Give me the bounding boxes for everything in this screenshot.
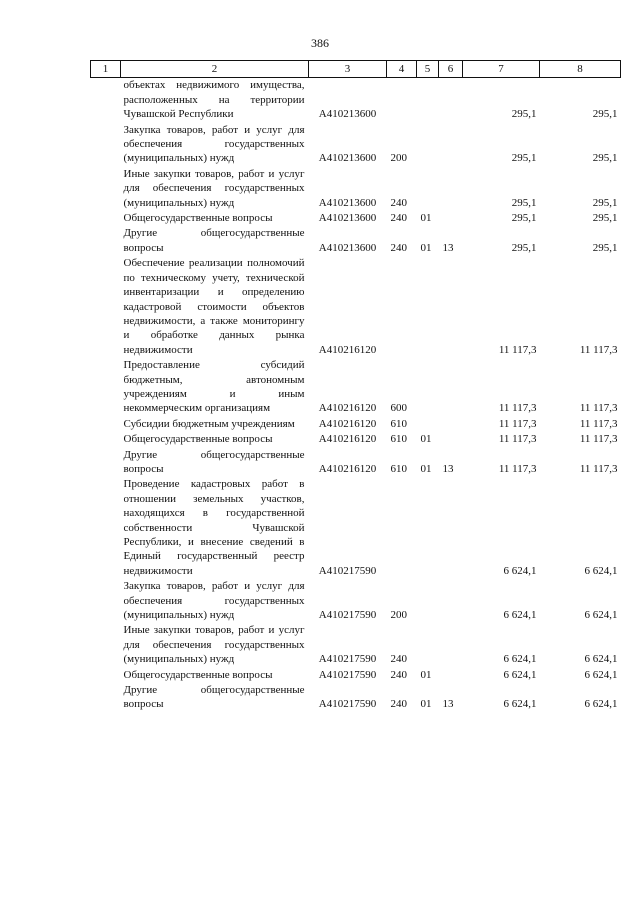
table-row	[91, 78, 621, 123]
target-article-code: А410213600	[318, 212, 377, 225]
target-article-code: А410216120	[318, 343, 377, 356]
expense-type: 600	[390, 402, 407, 415]
section: 01	[420, 668, 432, 681]
table-row	[91, 123, 621, 167]
target-article-code: А410213600	[318, 152, 377, 165]
expense-type: 240	[390, 212, 407, 225]
target-article-code: А410217590	[318, 653, 377, 666]
page-number: 386	[311, 36, 329, 50]
subsection	[439, 477, 463, 579]
row-name: Другие общегосударственные вопросы	[123, 684, 305, 711]
row-name: объектах недвижимого имущества, расположенных на территории Чувашской Республики	[123, 79, 305, 121]
amount-year-1: 11 117,3	[498, 417, 537, 430]
row-number-cell	[91, 448, 121, 478]
expense-type: 240	[390, 196, 407, 209]
amount-year-1: 11 117,3	[498, 433, 537, 446]
section	[417, 123, 439, 167]
row-name: Иные закупки товаров, работ и услуг для обеспечения государственных (муниципальных) нужд	[123, 167, 305, 209]
expense-type	[387, 256, 417, 358]
row-number-cell	[91, 579, 121, 623]
target-article-code: А410213600	[318, 241, 377, 254]
target-article-code: А410217590	[318, 609, 377, 622]
table-row	[91, 417, 621, 432]
row-number-cell	[91, 683, 121, 713]
subsection	[439, 123, 463, 167]
column-header: 3	[309, 61, 387, 78]
amount-year-1: 295,1	[511, 108, 537, 121]
amount-year-2: 11 117,3	[579, 462, 618, 475]
row-number-cell	[91, 167, 121, 211]
expense-type: 240	[390, 698, 407, 711]
amount-year-2: 295,1	[592, 196, 618, 209]
amount-year-1: 6 624,1	[503, 653, 537, 666]
expense-type: 610	[390, 417, 407, 430]
section: 01	[420, 212, 432, 225]
expense-type: 240	[390, 653, 407, 666]
table-row	[91, 579, 621, 623]
row-number-cell	[91, 78, 121, 123]
row-name: Иные закупки товаров, работ и услуг для обеспечения государственных (муниципальных) нужд	[123, 624, 305, 666]
amount-year-2: 295,1	[592, 212, 618, 225]
row-number-cell	[91, 623, 121, 667]
subsection	[439, 432, 463, 447]
target-article-code: А410217590	[318, 668, 377, 681]
amount-year-2: 11 117,3	[579, 343, 618, 356]
amount-year-1: 11 117,3	[498, 343, 537, 356]
table-row	[91, 226, 621, 256]
amount-year-1: 295,1	[511, 196, 537, 209]
column-header: 5	[417, 61, 439, 78]
table-row	[91, 448, 621, 478]
amount-year-2: 295,1	[592, 241, 618, 254]
row-number-cell	[91, 256, 121, 358]
subsection	[439, 167, 463, 211]
row-name: Общегосударственные вопросы	[123, 668, 273, 681]
section	[417, 256, 439, 358]
subsection: 13	[442, 241, 454, 254]
amount-year-1: 11 117,3	[498, 402, 537, 415]
budget-table	[90, 60, 621, 713]
amount-year-1: 11 117,3	[498, 462, 537, 475]
table-row	[91, 256, 621, 358]
target-article-code: А410216120	[318, 402, 377, 415]
target-article-code: А410213600	[318, 196, 377, 209]
section: 01	[420, 241, 432, 254]
row-name: Другие общегосударственные вопросы	[123, 448, 305, 475]
expense-type: 240	[390, 668, 407, 681]
row-number-cell	[91, 668, 121, 683]
section	[417, 477, 439, 579]
amount-year-2: 11 117,3	[579, 402, 618, 415]
amount-year-2: 11 117,3	[579, 417, 618, 430]
column-header-row	[91, 61, 621, 78]
subsection	[439, 579, 463, 623]
table-row	[91, 211, 621, 226]
table-row	[91, 432, 621, 447]
column-header: 4	[387, 61, 417, 78]
subsection	[439, 78, 463, 123]
amount-year-2: 6 624,1	[584, 609, 618, 622]
column-header: 2	[121, 61, 309, 78]
target-article-code: А410217590	[318, 564, 377, 577]
table-row	[91, 623, 621, 667]
row-name: Закупка товаров, работ и услуг для обеспечения государственных (муниципальных) нужд	[123, 580, 305, 622]
row-name: Общегосударственные вопросы	[123, 433, 273, 446]
row-number-cell	[91, 211, 121, 226]
expense-type: 610	[390, 462, 407, 475]
target-article-code: А410217590	[318, 698, 377, 711]
table-row	[91, 477, 621, 579]
expense-type	[387, 477, 417, 579]
subsection: 13	[442, 698, 454, 711]
amount-year-1: 295,1	[511, 212, 537, 225]
subsection	[439, 211, 463, 226]
subsection: 13	[442, 462, 454, 475]
expense-type	[387, 78, 417, 123]
section	[417, 623, 439, 667]
column-header: 7	[463, 61, 540, 78]
column-header: 1	[91, 61, 121, 78]
section	[417, 579, 439, 623]
expense-type: 200	[390, 152, 407, 165]
amount-year-2: 295,1	[592, 152, 618, 165]
target-article-code: А410216120	[318, 417, 377, 430]
row-number-cell	[91, 123, 121, 167]
subsection	[439, 623, 463, 667]
section: 01	[420, 433, 432, 446]
amount-year-1: 295,1	[511, 241, 537, 254]
target-article-code: А410216120	[318, 433, 377, 446]
amount-year-2: 6 624,1	[584, 668, 618, 681]
section	[417, 358, 439, 417]
section: 01	[420, 462, 432, 475]
expense-type: 200	[390, 609, 407, 622]
amount-year-2: 6 624,1	[584, 698, 618, 711]
amount-year-2: 11 117,3	[579, 433, 618, 446]
row-number-cell	[91, 477, 121, 579]
row-number-cell	[91, 417, 121, 432]
amount-year-1: 6 624,1	[503, 668, 537, 681]
section: 01	[420, 698, 432, 711]
amount-year-2: 295,1	[592, 108, 618, 121]
amount-year-1: 295,1	[511, 152, 537, 165]
column-header: 8	[540, 61, 621, 78]
amount-year-2: 6 624,1	[584, 653, 618, 666]
subsection	[439, 668, 463, 683]
section	[417, 167, 439, 211]
row-name: Закупка товаров, работ и услуг для обеспечения государственных (муниципальных) нужд	[123, 123, 305, 165]
row-name: Проведение кадастровых работ в отношении земельных участков, находящихся в государственной собственности Чувашской Республики, и внесение сведений в Единый государственный реестр недвижимости	[123, 478, 305, 577]
table-row	[91, 668, 621, 683]
subsection	[439, 358, 463, 417]
row-number-cell	[91, 358, 121, 417]
table-row	[91, 358, 621, 417]
row-name: Общегосударственные вопросы	[123, 212, 273, 225]
section	[417, 417, 439, 432]
table-row	[91, 683, 621, 713]
row-name: Другие общегосударственные вопросы	[123, 227, 305, 254]
amount-year-1: 6 624,1	[503, 698, 537, 711]
amount-year-1: 6 624,1	[503, 609, 537, 622]
expense-type: 240	[390, 241, 407, 254]
subsection	[439, 256, 463, 358]
target-article-code: А410216120	[318, 462, 377, 475]
subsection	[439, 417, 463, 432]
amount-year-1: 6 624,1	[503, 564, 537, 577]
table-row	[91, 167, 621, 211]
column-header: 6	[439, 61, 463, 78]
row-number-cell	[91, 226, 121, 256]
row-name: Предоставление субсидий бюджетным, автономным учреждениям и иным некоммерческим организациям	[123, 359, 305, 415]
row-name: Субсидии бюджетным учреждениям	[123, 417, 295, 430]
amount-year-2: 6 624,1	[584, 564, 618, 577]
target-article-code: А410213600	[318, 108, 377, 121]
section	[417, 78, 439, 123]
expense-type: 610	[390, 433, 407, 446]
row-number-cell	[91, 432, 121, 447]
row-name: Обеспечение реализации полномочий по техническому учету, технической инвентаризации и определению кадастровой стоимости объектов недвижимости, а также мониторингу и обработке данных рынка недвижимости	[123, 257, 305, 356]
